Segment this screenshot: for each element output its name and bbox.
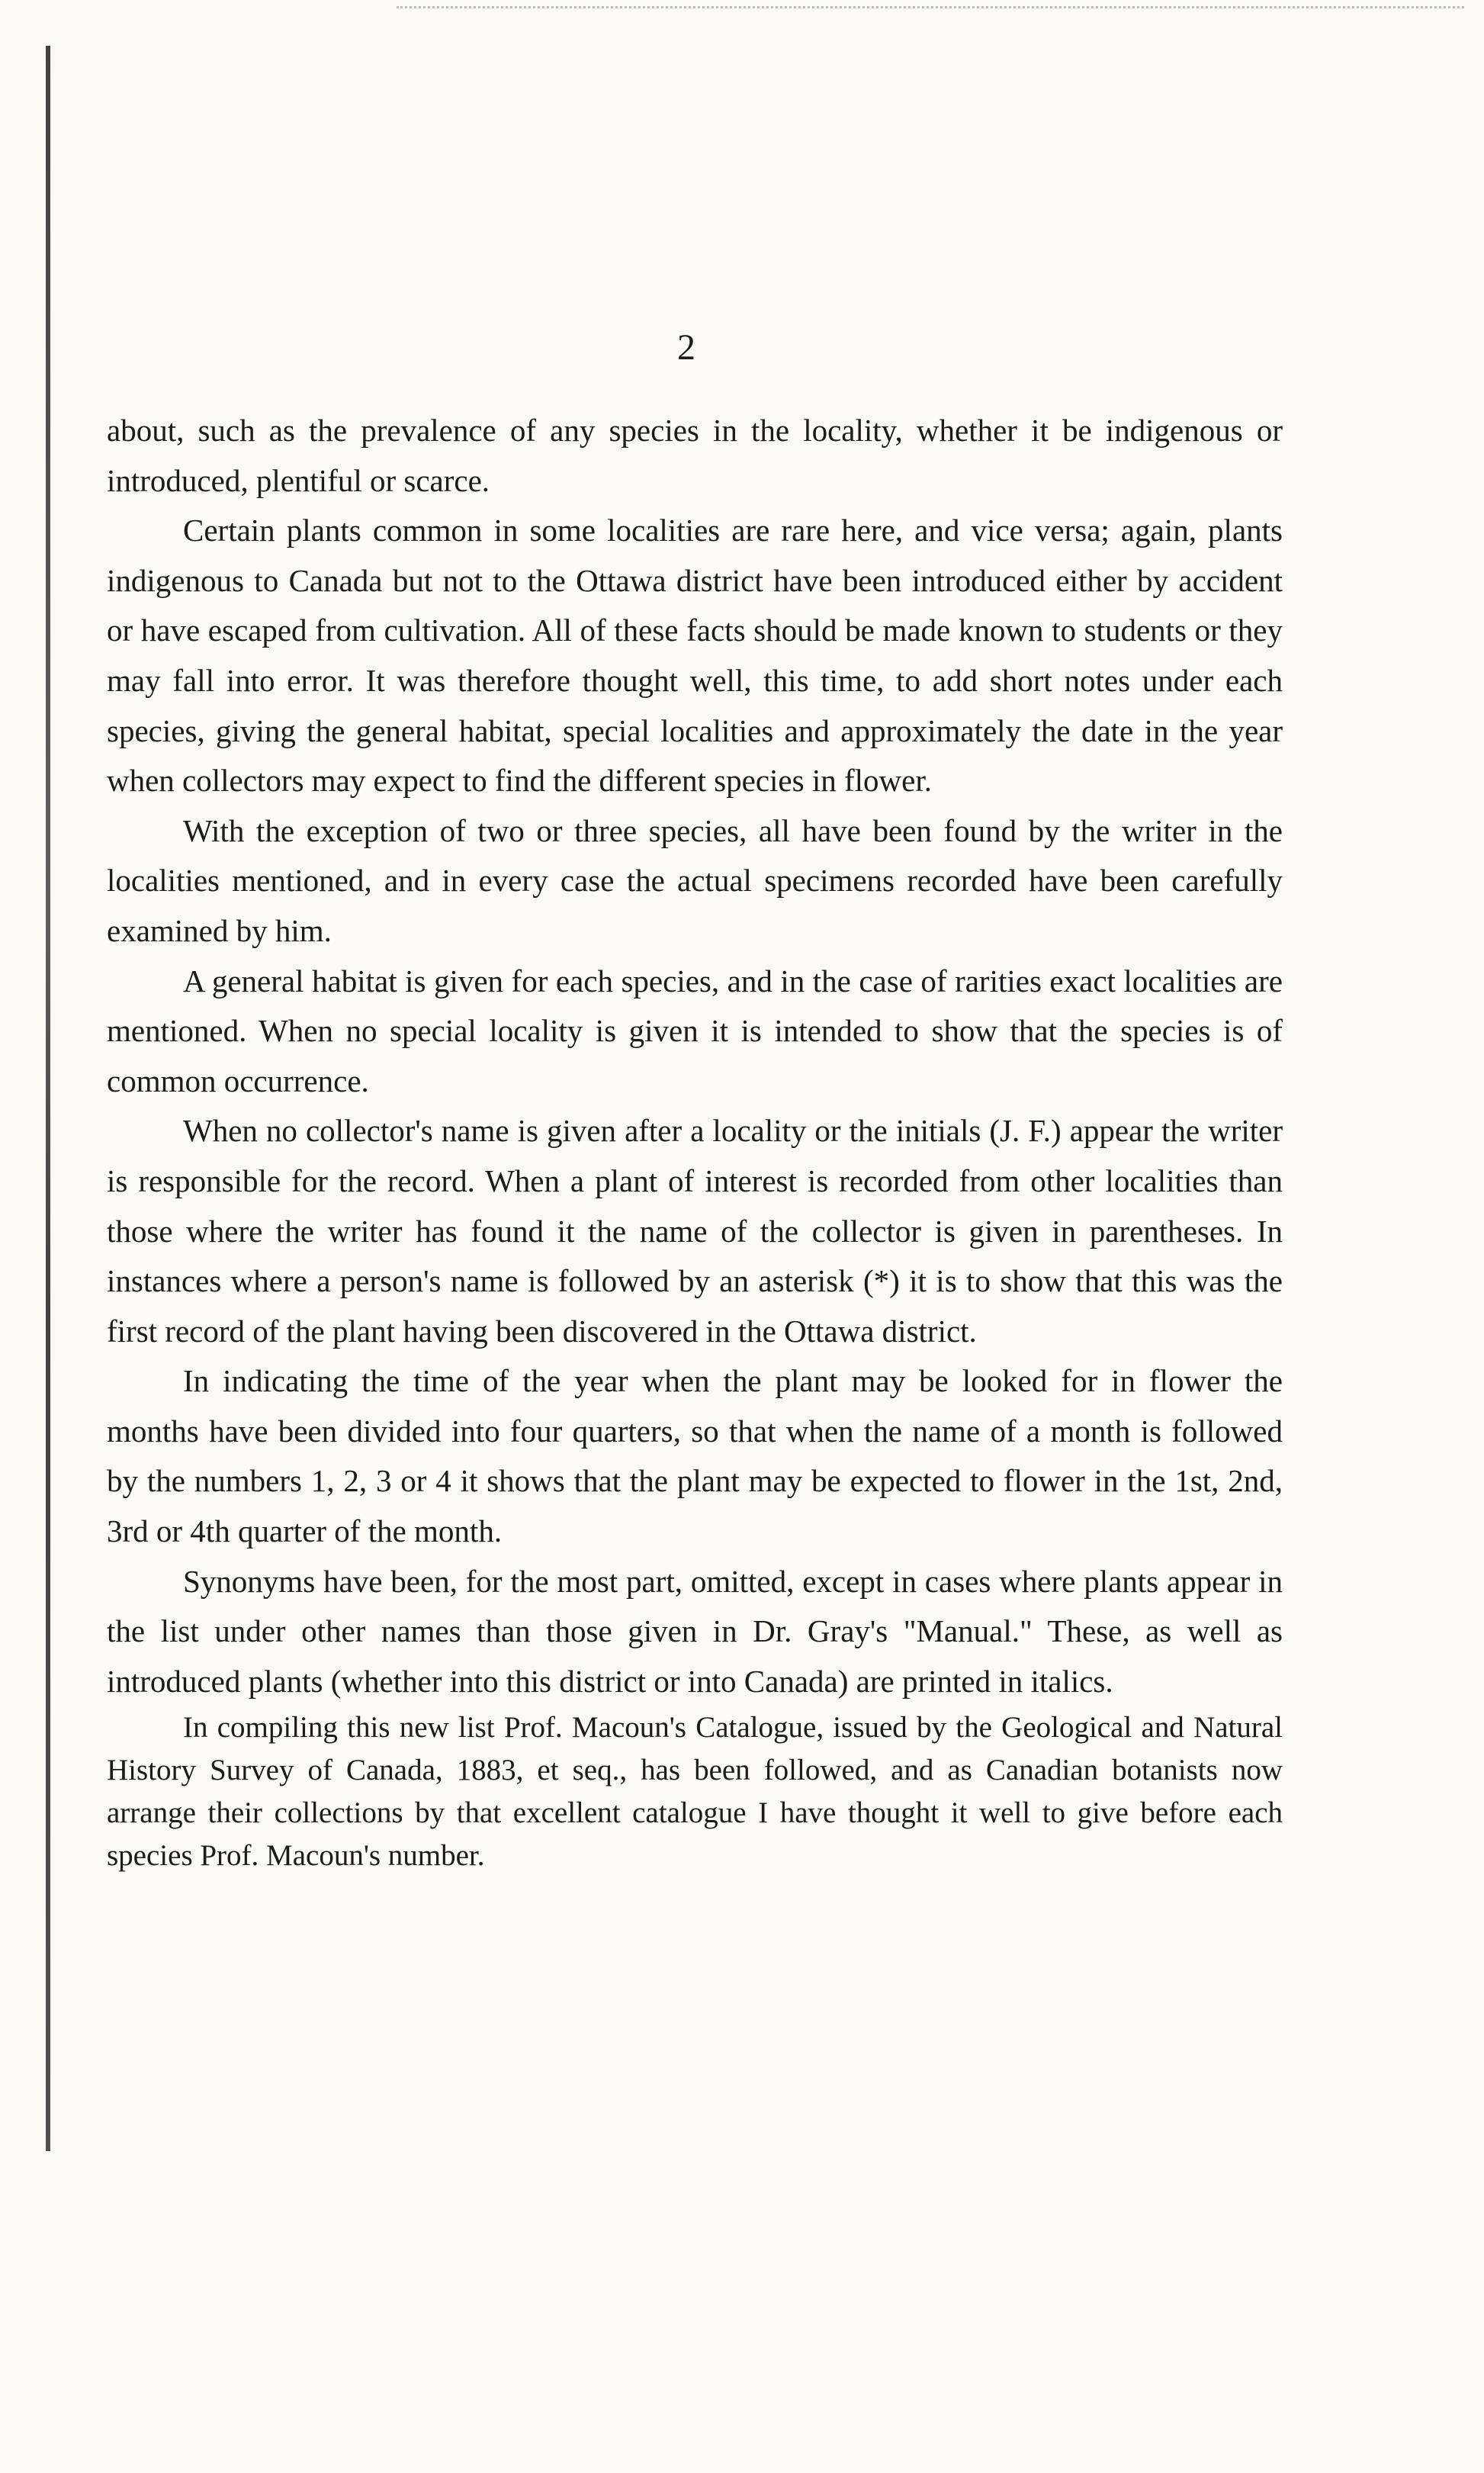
scan-marks bbox=[397, 6, 1464, 19]
page-binding-edge bbox=[46, 46, 50, 2151]
paragraph-7: Synonyms have been, for the most part, omitted, except in cases where plants appear in the list under other names than those given in Dr. Gray's "Manual." These, as well as introduced plants (whether into this district or into Canada) are printed in italics. bbox=[107, 1563, 1283, 1699]
page-number: 2 bbox=[677, 327, 695, 368]
paragraph-1: about, such as the prevalence of any species in the locality, whether it be indigenous or introduced, plentiful or scarce. bbox=[107, 413, 1283, 498]
paragraph-6: In indicating the time of the year when the plant may be looked for in flower the months have been divided into four quarters, so that when the name of a month is followed by the numbers 1, 2, 3 or 4 it shows that the plant may be expected to flower in the 1st, 2nd, 3rd or 4th quarter of the month. bbox=[107, 1363, 1283, 1549]
paragraph-2: Certain plants common in some localities are rare here, and vice versa; again, plants indigenous to Canada but not to the Ottawa district have been introduced either by accident or have escaped from cultivation. All of these facts should be made known to students or they may fall into error. It was therefore thought well, this time, to add short notes under each species, giving the general habitat, special localities and approximately the date in the year when collectors may expect to find the different species in flower. bbox=[107, 513, 1283, 799]
paragraph-8: In compiling this new list Prof. Macoun's Catalogue, issued by the Geological and Natural History Survey of Canada, 1883, et seq., has been followed, and as Canadian botanists now arrange their collections by that excellent catalogue I have thought it well to give before each species Prof. Macoun's number. bbox=[107, 1711, 1283, 1873]
paragraph-3: With the exception of two or three species, all have been found by the writer in the localities mentioned, and in every case the actual specimens recorded have been carefully examined by him. bbox=[107, 812, 1283, 948]
paragraph-5: When no collector's name is given after a locality or the initials (J. F.) appear the writer is responsible for the record. When a plant of interest is recorded from other localities than those where the writer has found it the name of the collector is given in parentheses. In instances where a person's name is followed by an asterisk (*) it is to show that this was the first record of the plant having been discovered in the Ottawa district. bbox=[107, 1113, 1283, 1349]
paragraph-4: A general habitat is given for each species, and in the case of rarities exact localities are mentioned. When no special locality is given it is intended to show that the species is of common occurrence. bbox=[107, 963, 1283, 1098]
body-text bbox=[107, 406, 1283, 1877]
